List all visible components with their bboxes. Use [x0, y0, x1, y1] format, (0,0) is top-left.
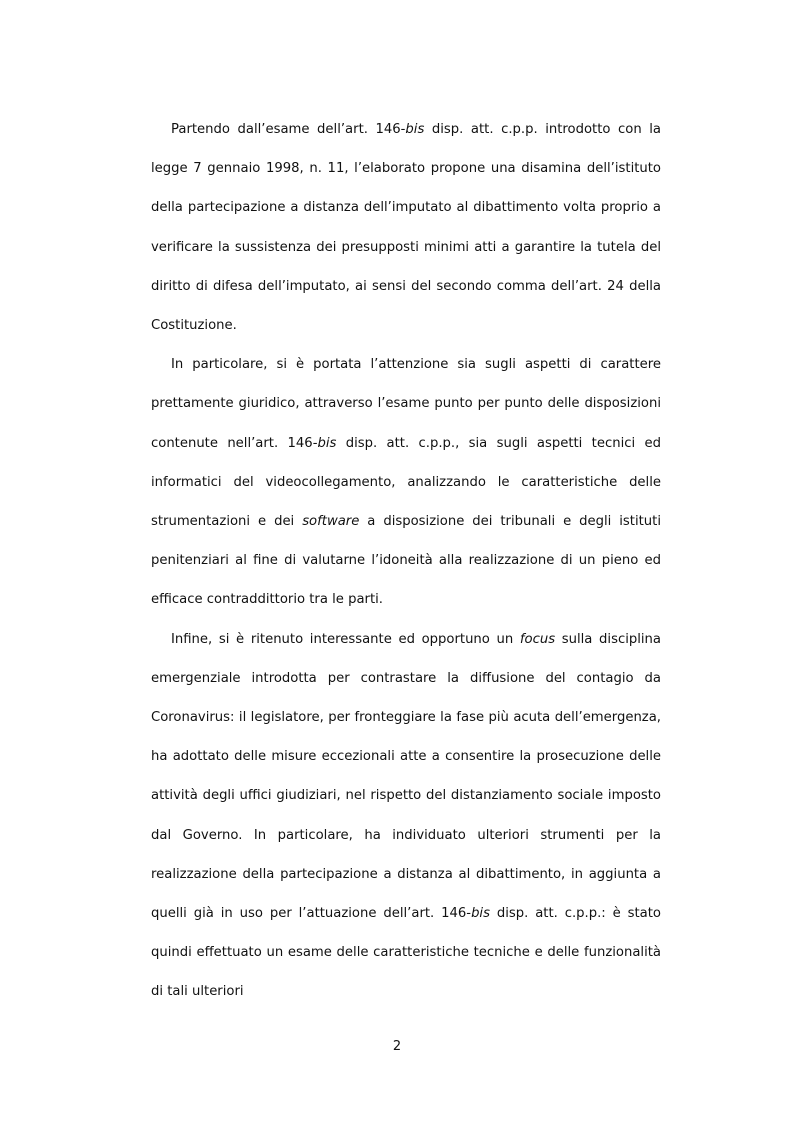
body-text	[151, 110, 661, 1012]
text-segment: Partendo dall’esame dell’art. 146-	[171, 122, 406, 137]
text-segment: disp. att. c.p.p.: è stato quindi effettuato un esame delle caratteristiche tecniche e delle funzionalità di tali ulteriori	[151, 906, 661, 1000]
italic-segment: bis	[317, 435, 337, 451]
italic-segment: bis	[471, 906, 490, 922]
paragraph-3	[151, 620, 661, 1012]
paragraph-1	[151, 110, 661, 345]
paragraph-2	[151, 345, 661, 619]
text-segment: disp. att. c.p.p. introdotto con la legge 7 gennaio 1998, n. 11, l’elaborato propone una disamina dell’istituto della partecipazione a distanza dell’imputato al dibattimento volta proprio a verificare la sussistenza dei presupposti minimi atti a garantire la tutela del diritto di difesa dell’imputato, ai sensi del secondo comma dell’art. 24 della Costituzione.	[151, 122, 661, 334]
text-segment: Infine, si è ritenuto interessante ed opportuno un	[171, 631, 520, 647]
text-segment: disp. att. c.p.p., sia sugli aspetti tecnici ed informatici del videocollegamento, analizzando le caratteristiche delle strumentazioni e dei	[151, 435, 661, 530]
italic-segment: bis	[405, 122, 425, 137]
text-segment: a disposizione dei tribunali e degli istituti penitenziari al fine di valutarne l’idoneità alla realizzazione di un pieno ed efficace contraddittorio tra le parti.	[151, 514, 661, 608]
italic-segment: software	[302, 514, 360, 530]
text-segment: In particolare, si è portata l’attenzione sia sugli aspetti di carattere prettamente giuridico, attraverso l’esame punto per punto delle disposizioni contenute nell’art. 146-	[151, 357, 661, 451]
italic-segment: focus	[519, 631, 556, 647]
text-segment: sulla disciplina emergenziale introdotta per contrastare la diffusione del contagio da Coronavirus: il legislatore, per fronteggiare la fase più acuta dell’emergenza, ha adottato delle misure eccezionali atte a consentire la prosecuzione delle attività degli uffici giudiziari, nel rispetto del distanziamento sociale imposto dal Governo. In particolare, ha individuato ulteriori strumenti per la realizzazione della partecipazione a distanza al dibattimento, in aggiunta a quelli già in uso per l’attuazione dell’art. 146-	[151, 631, 661, 922]
page-number: 2	[392, 1039, 402, 1054]
